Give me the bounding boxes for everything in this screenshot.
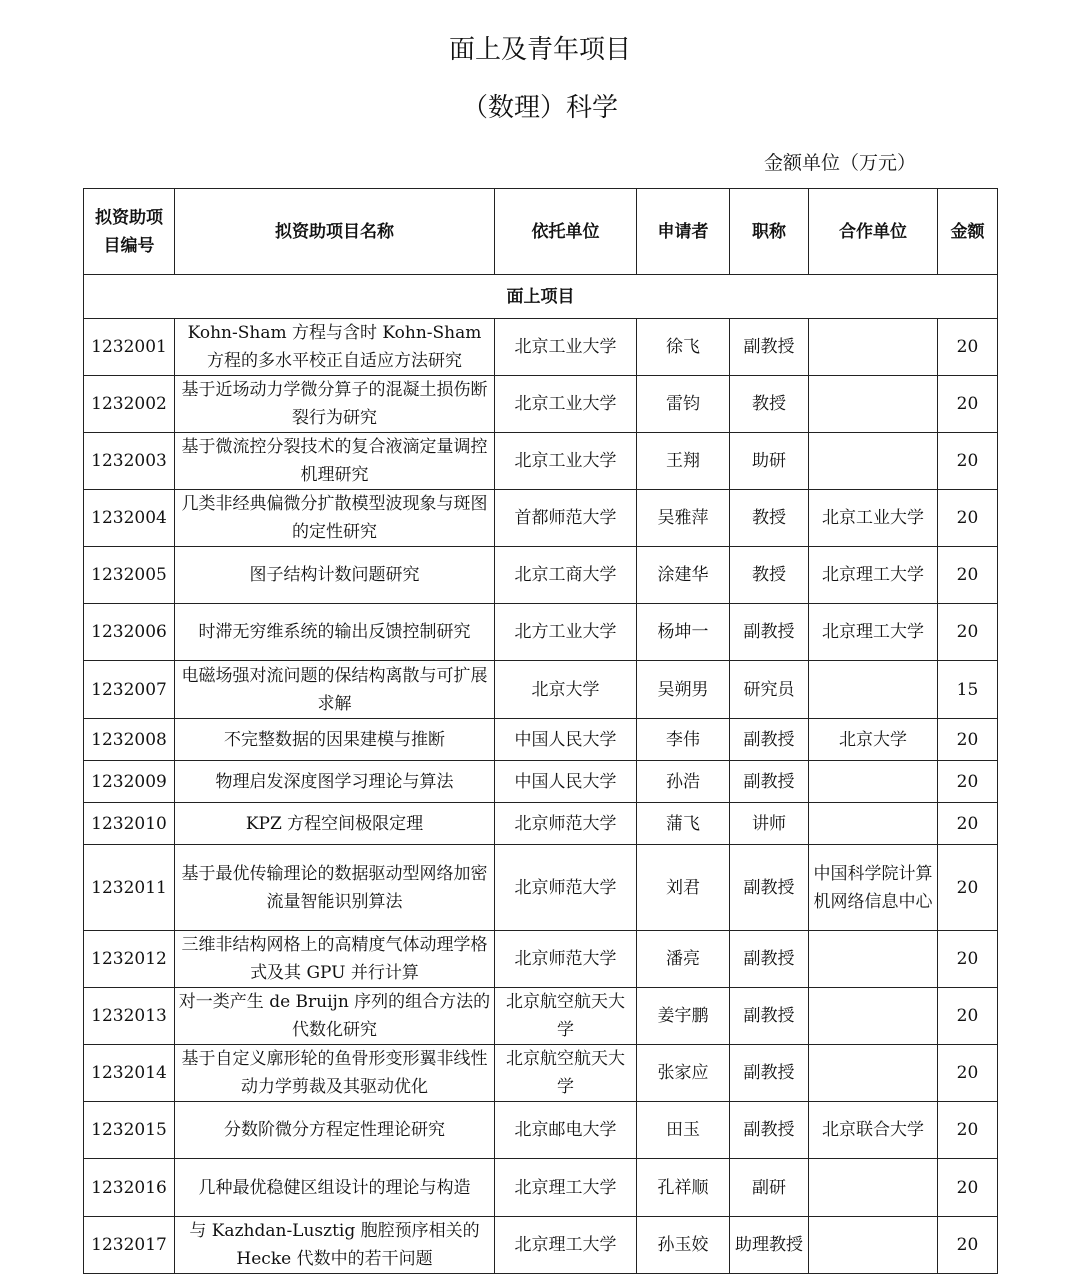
- table-row: [84, 433, 998, 490]
- cell-amount: 20: [938, 376, 998, 433]
- cell-host-unit: 北京师范大学: [495, 845, 637, 931]
- cell-applicant: 孔祥顺: [637, 1159, 730, 1217]
- cell-host-unit: 北京邮电大学: [495, 1102, 637, 1159]
- cell-project-name: 图子结构计数问题研究: [175, 547, 495, 604]
- cell-project-id: 1232017: [84, 1217, 175, 1274]
- cell-project-name: 基于自定义廓形轮的鱼骨形变形翼非线性动力学剪裁及其驱动优化: [175, 1045, 495, 1102]
- cell-project-id: 1232007: [84, 661, 175, 719]
- cell-project-id: 1232013: [84, 988, 175, 1045]
- cell-rank: 副教授: [730, 931, 809, 988]
- page-subtitle: （数理）科学: [461, 93, 618, 123]
- cell-host-unit: 北京工业大学: [495, 376, 637, 433]
- cell-partner-unit: [809, 1159, 938, 1217]
- cell-amount: 20: [938, 1217, 998, 1274]
- header-project-id: 拟资助项目编号: [84, 189, 175, 275]
- cell-amount: 20: [938, 433, 998, 490]
- cell-project-id: 1232003: [84, 433, 175, 490]
- cell-amount: 15: [938, 661, 998, 719]
- cell-applicant: 吴朔男: [637, 661, 730, 719]
- cell-host-unit: 北京师范大学: [495, 803, 637, 845]
- table-row: [84, 803, 998, 845]
- cell-host-unit: 北京工业大学: [495, 319, 637, 376]
- cell-applicant: 姜宇鹏: [637, 988, 730, 1045]
- cell-rank: 讲师: [730, 803, 809, 845]
- cell-applicant: 王翔: [637, 433, 730, 490]
- header-partner-unit: 合作单位: [809, 189, 938, 275]
- cell-applicant: 田玉: [637, 1102, 730, 1159]
- cell-host-unit: 北京理工大学: [495, 1217, 637, 1274]
- cell-partner-unit: [809, 433, 938, 490]
- table-row: [84, 1217, 998, 1274]
- cell-project-name: 基于近场动力学微分算子的混凝土损伤断裂行为研究: [175, 376, 495, 433]
- cell-rank: 副教授: [730, 319, 809, 376]
- table-row: [84, 719, 998, 761]
- cell-project-name: 不完整数据的因果建模与推断: [175, 719, 495, 761]
- section-label: 面上项目: [84, 275, 998, 319]
- cell-partner-unit: 北京理工大学: [809, 604, 938, 661]
- cell-host-unit: 首都师范大学: [495, 490, 637, 547]
- cell-amount: 20: [938, 803, 998, 845]
- table-row: [84, 845, 998, 931]
- cell-amount: 20: [938, 547, 998, 604]
- cell-amount: 20: [938, 931, 998, 988]
- cell-rank: 副教授: [730, 845, 809, 931]
- cell-project-id: 1232004: [84, 490, 175, 547]
- table-row: [84, 490, 998, 547]
- cell-host-unit: 北京理工大学: [495, 1159, 637, 1217]
- cell-rank: 助研: [730, 433, 809, 490]
- cell-host-unit: 中国人民大学: [495, 719, 637, 761]
- cell-project-name: 对一类产生 de Bruijn 序列的组合方法的代数化研究: [175, 988, 495, 1045]
- cell-project-id: 1232006: [84, 604, 175, 661]
- header-amount: 金额: [938, 189, 998, 275]
- section-row: [84, 275, 998, 319]
- cell-project-name: 基于微流控分裂技术的复合液滴定量调控机理研究: [175, 433, 495, 490]
- cell-applicant: 刘君: [637, 845, 730, 931]
- cell-project-id: 1232009: [84, 761, 175, 803]
- cell-project-id: 1232016: [84, 1159, 175, 1217]
- table-row: [84, 1045, 998, 1102]
- cell-host-unit: 北方工业大学: [495, 604, 637, 661]
- header-applicant: 申请者: [637, 189, 730, 275]
- cell-applicant: 雷钧: [637, 376, 730, 433]
- cell-rank: 教授: [730, 376, 809, 433]
- cell-partner-unit: 北京工业大学: [809, 490, 938, 547]
- cell-rank: 副教授: [730, 1102, 809, 1159]
- cell-rank: 副教授: [730, 719, 809, 761]
- cell-amount: 20: [938, 490, 998, 547]
- cell-host-unit: 北京大学: [495, 661, 637, 719]
- cell-applicant: 徐飞: [637, 319, 730, 376]
- cell-amount: 20: [938, 1159, 998, 1217]
- cell-host-unit: 北京工商大学: [495, 547, 637, 604]
- cell-project-name: 时滞无穷维系统的输出反馈控制研究: [175, 604, 495, 661]
- cell-applicant: 杨坤一: [637, 604, 730, 661]
- table-row: [84, 1102, 998, 1159]
- cell-rank: 研究员: [730, 661, 809, 719]
- cell-applicant: 吴雅萍: [637, 490, 730, 547]
- cell-project-id: 1232002: [84, 376, 175, 433]
- cell-applicant: 孙浩: [637, 761, 730, 803]
- cell-partner-unit: [809, 988, 938, 1045]
- cell-partner-unit: 北京理工大学: [809, 547, 938, 604]
- cell-amount: 20: [938, 988, 998, 1045]
- cell-partner-unit: [809, 376, 938, 433]
- cell-partner-unit: 中国科学院计算机网络信息中心: [809, 845, 938, 931]
- cell-applicant: 潘亮: [637, 931, 730, 988]
- cell-project-id: 1232005: [84, 547, 175, 604]
- cell-partner-unit: [809, 931, 938, 988]
- cell-partner-unit: [809, 1217, 938, 1274]
- cell-rank: 教授: [730, 490, 809, 547]
- cell-partner-unit: [809, 661, 938, 719]
- cell-project-id: 1232010: [84, 803, 175, 845]
- cell-project-id: 1232015: [84, 1102, 175, 1159]
- cell-rank: 教授: [730, 547, 809, 604]
- cell-host-unit: 北京工业大学: [495, 433, 637, 490]
- cell-applicant: 张家应: [637, 1045, 730, 1102]
- cell-project-id: 1232008: [84, 719, 175, 761]
- cell-partner-unit: [809, 761, 938, 803]
- cell-amount: 20: [938, 761, 998, 803]
- cell-partner-unit: 北京联合大学: [809, 1102, 938, 1159]
- cell-applicant: 涂建华: [637, 547, 730, 604]
- cell-project-name: KPZ 方程空间极限定理: [175, 803, 495, 845]
- cell-project-id: 1232012: [84, 931, 175, 988]
- table-row: [84, 604, 998, 661]
- page-title: 面上及青年项目: [448, 35, 631, 65]
- table-row: [84, 319, 998, 376]
- cell-host-unit: 北京师范大学: [495, 931, 637, 988]
- cell-project-name: Kohn-Sham 方程与含时 Kohn-Sham 方程的多水平校正自适应方法研究: [175, 319, 495, 376]
- cell-project-id: 1232011: [84, 845, 175, 931]
- header-title-rank: 职称: [730, 189, 809, 275]
- header-project-name: 拟资助项目名称: [175, 189, 495, 275]
- cell-project-name: 与 Kazhdan-Lusztig 胞腔预序相关的 Hecke 代数中的若干问题: [175, 1217, 495, 1274]
- cell-applicant: 蒲飞: [637, 803, 730, 845]
- cell-project-name: 分数阶微分方程定性理论研究: [175, 1102, 495, 1159]
- cell-partner-unit: [809, 1045, 938, 1102]
- funding-table: [83, 188, 998, 1274]
- cell-rank: 副教授: [730, 1045, 809, 1102]
- cell-rank: 副教授: [730, 761, 809, 803]
- cell-host-unit: 北京航空航天大学: [495, 1045, 637, 1102]
- table-row: [84, 1159, 998, 1217]
- cell-amount: 20: [938, 319, 998, 376]
- cell-project-name: 基于最优传输理论的数据驱动型网络加密流量智能识别算法: [175, 845, 495, 931]
- table-row: [84, 376, 998, 433]
- table-header-row: [84, 189, 998, 275]
- cell-host-unit: 中国人民大学: [495, 761, 637, 803]
- table-row: [84, 547, 998, 604]
- cell-applicant: 孙玉姣: [637, 1217, 730, 1274]
- cell-project-name: 几种最优稳健区组设计的理论与构造: [175, 1159, 495, 1217]
- cell-project-name: 物理启发深度图学习理论与算法: [175, 761, 495, 803]
- cell-amount: 20: [938, 719, 998, 761]
- cell-host-unit: 北京航空航天大学: [495, 988, 637, 1045]
- cell-applicant: 李伟: [637, 719, 730, 761]
- cell-rank: 副教授: [730, 988, 809, 1045]
- cell-amount: 20: [938, 1045, 998, 1102]
- cell-rank: 助理教授: [730, 1217, 809, 1274]
- cell-project-id: 1232014: [84, 1045, 175, 1102]
- cell-partner-unit: 北京大学: [809, 719, 938, 761]
- table-row: [84, 988, 998, 1045]
- cell-project-name: 几类非经典偏微分扩散模型波现象与斑图的定性研究: [175, 490, 495, 547]
- cell-project-name: 三维非结构网格上的高精度气体动理学格式及其 GPU 并行计算: [175, 931, 495, 988]
- cell-amount: 20: [938, 604, 998, 661]
- cell-project-name: 电磁场强对流问题的保结构离散与可扩展求解: [175, 661, 495, 719]
- cell-project-id: 1232001: [84, 319, 175, 376]
- cell-rank: 副教授: [730, 604, 809, 661]
- cell-partner-unit: [809, 803, 938, 845]
- table-row: [84, 761, 998, 803]
- amount-unit-note: 金额单位（万元）: [764, 152, 917, 174]
- table-row: [84, 931, 998, 988]
- cell-rank: 副研: [730, 1159, 809, 1217]
- header-host-unit: 依托单位: [495, 189, 637, 275]
- cell-amount: 20: [938, 845, 998, 931]
- cell-partner-unit: [809, 319, 938, 376]
- table-row: [84, 661, 998, 719]
- cell-amount: 20: [938, 1102, 998, 1159]
